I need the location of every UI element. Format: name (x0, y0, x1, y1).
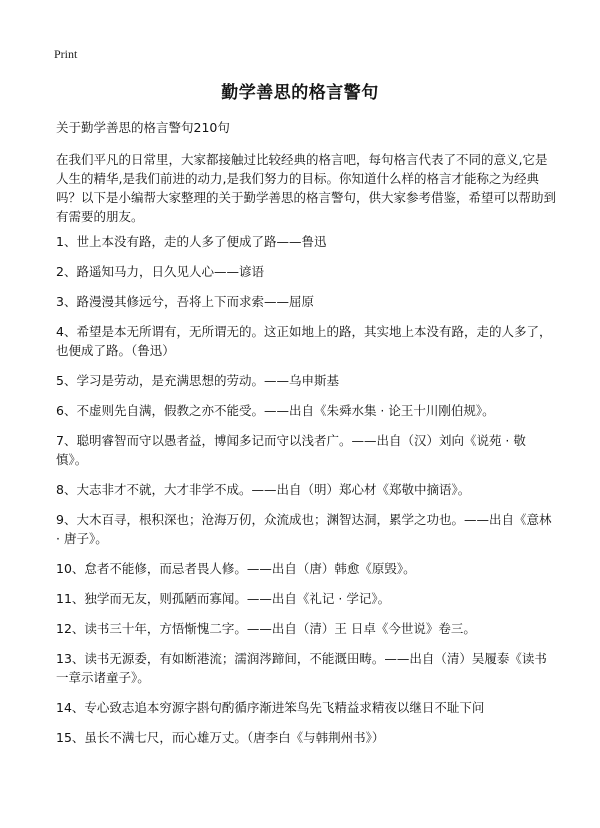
quote-item: 5、学习是劳动，是充满思想的劳动。——乌申斯基 (56, 373, 339, 388)
quote-item: 9、大木百寻，根积深也；沧海万仞，众流成也；渊智达洞，累学之功也。——出自《意林 · 唐子》。 (56, 512, 552, 546)
quote-item: 4、希望是本无所谓有，无所谓无的。这正如地上的路，其实地上本没有路，走的人多了，也便成了路。（鲁迅） (56, 324, 552, 358)
quote-item: 6、不虚则先自满，假教之亦不能受。——出自《朱舜水集 · 论王十川刚伯规》。 (56, 403, 495, 418)
quote-item: 8、大志非才不就，大才非学不成。——出自（明）郑心材《郑敬中摘语》。 (56, 482, 471, 497)
quote-item: 15、虽长不满七尺，而心雄万丈。（唐李白《与韩荆州书》） (56, 730, 385, 745)
quote-item: 2、路遥知马力，日久见人心——谚语 (56, 264, 264, 279)
quote-item: 3、路漫漫其修远兮，吾将上下而求索——屈原 (56, 294, 314, 309)
quote-item: 12、读书三十年，方悟惭愧二字。——出自（清）王 日卓《今世说》卷三。 (56, 621, 476, 636)
quote-item: 1、世上本没有路，走的人多了便成了路——鲁迅 (56, 234, 327, 249)
page-title: 勤学善思的格言警句 (221, 83, 379, 103)
quote-item: 14、专心致志追本穷源字斟句酌循序渐进笨鸟先飞精益求精夜以继日不耻下问 (56, 700, 485, 715)
quote-item: 13、读书无源委，有如断港流；濡润涔蹄间，不能溉田畴。——出自（清）吴履泰《读书一章示诸童子》。 (56, 651, 547, 685)
quote-item: 11、独学而无友，则孤陋而寡闻。——出自《礼记 · 学记》。 (56, 591, 391, 606)
quote-item: 7、聪明睿智而守以愚者益，博闻多记而守以浅者广。——出自（汉）刘向《说苑 · 敬慎》。 (56, 433, 526, 467)
quote-item: 10、怠者不能修，而忌者畏人修。——出自（唐）韩愈《原毁》。 (56, 561, 416, 576)
article-subtitle: 关于勤学善思的格言警句210句 (56, 120, 230, 135)
intro-paragraph: 在我们平凡的日常里，大家都接触过比较经典的格言吧，每句格言代表了不同的意义,它是人生的精华,是我们前进的动力,是我们努力的目标。你知道什么样的格言才能称之为经典吗？以下是小编帮大家整理的关于勤学善思的格言警句，供大家参考借鉴，希望可以帮助到有需要的朋友。 (56, 152, 557, 224)
quote-list (56, 232, 556, 747)
print-link[interactable]: Print (54, 47, 78, 61)
